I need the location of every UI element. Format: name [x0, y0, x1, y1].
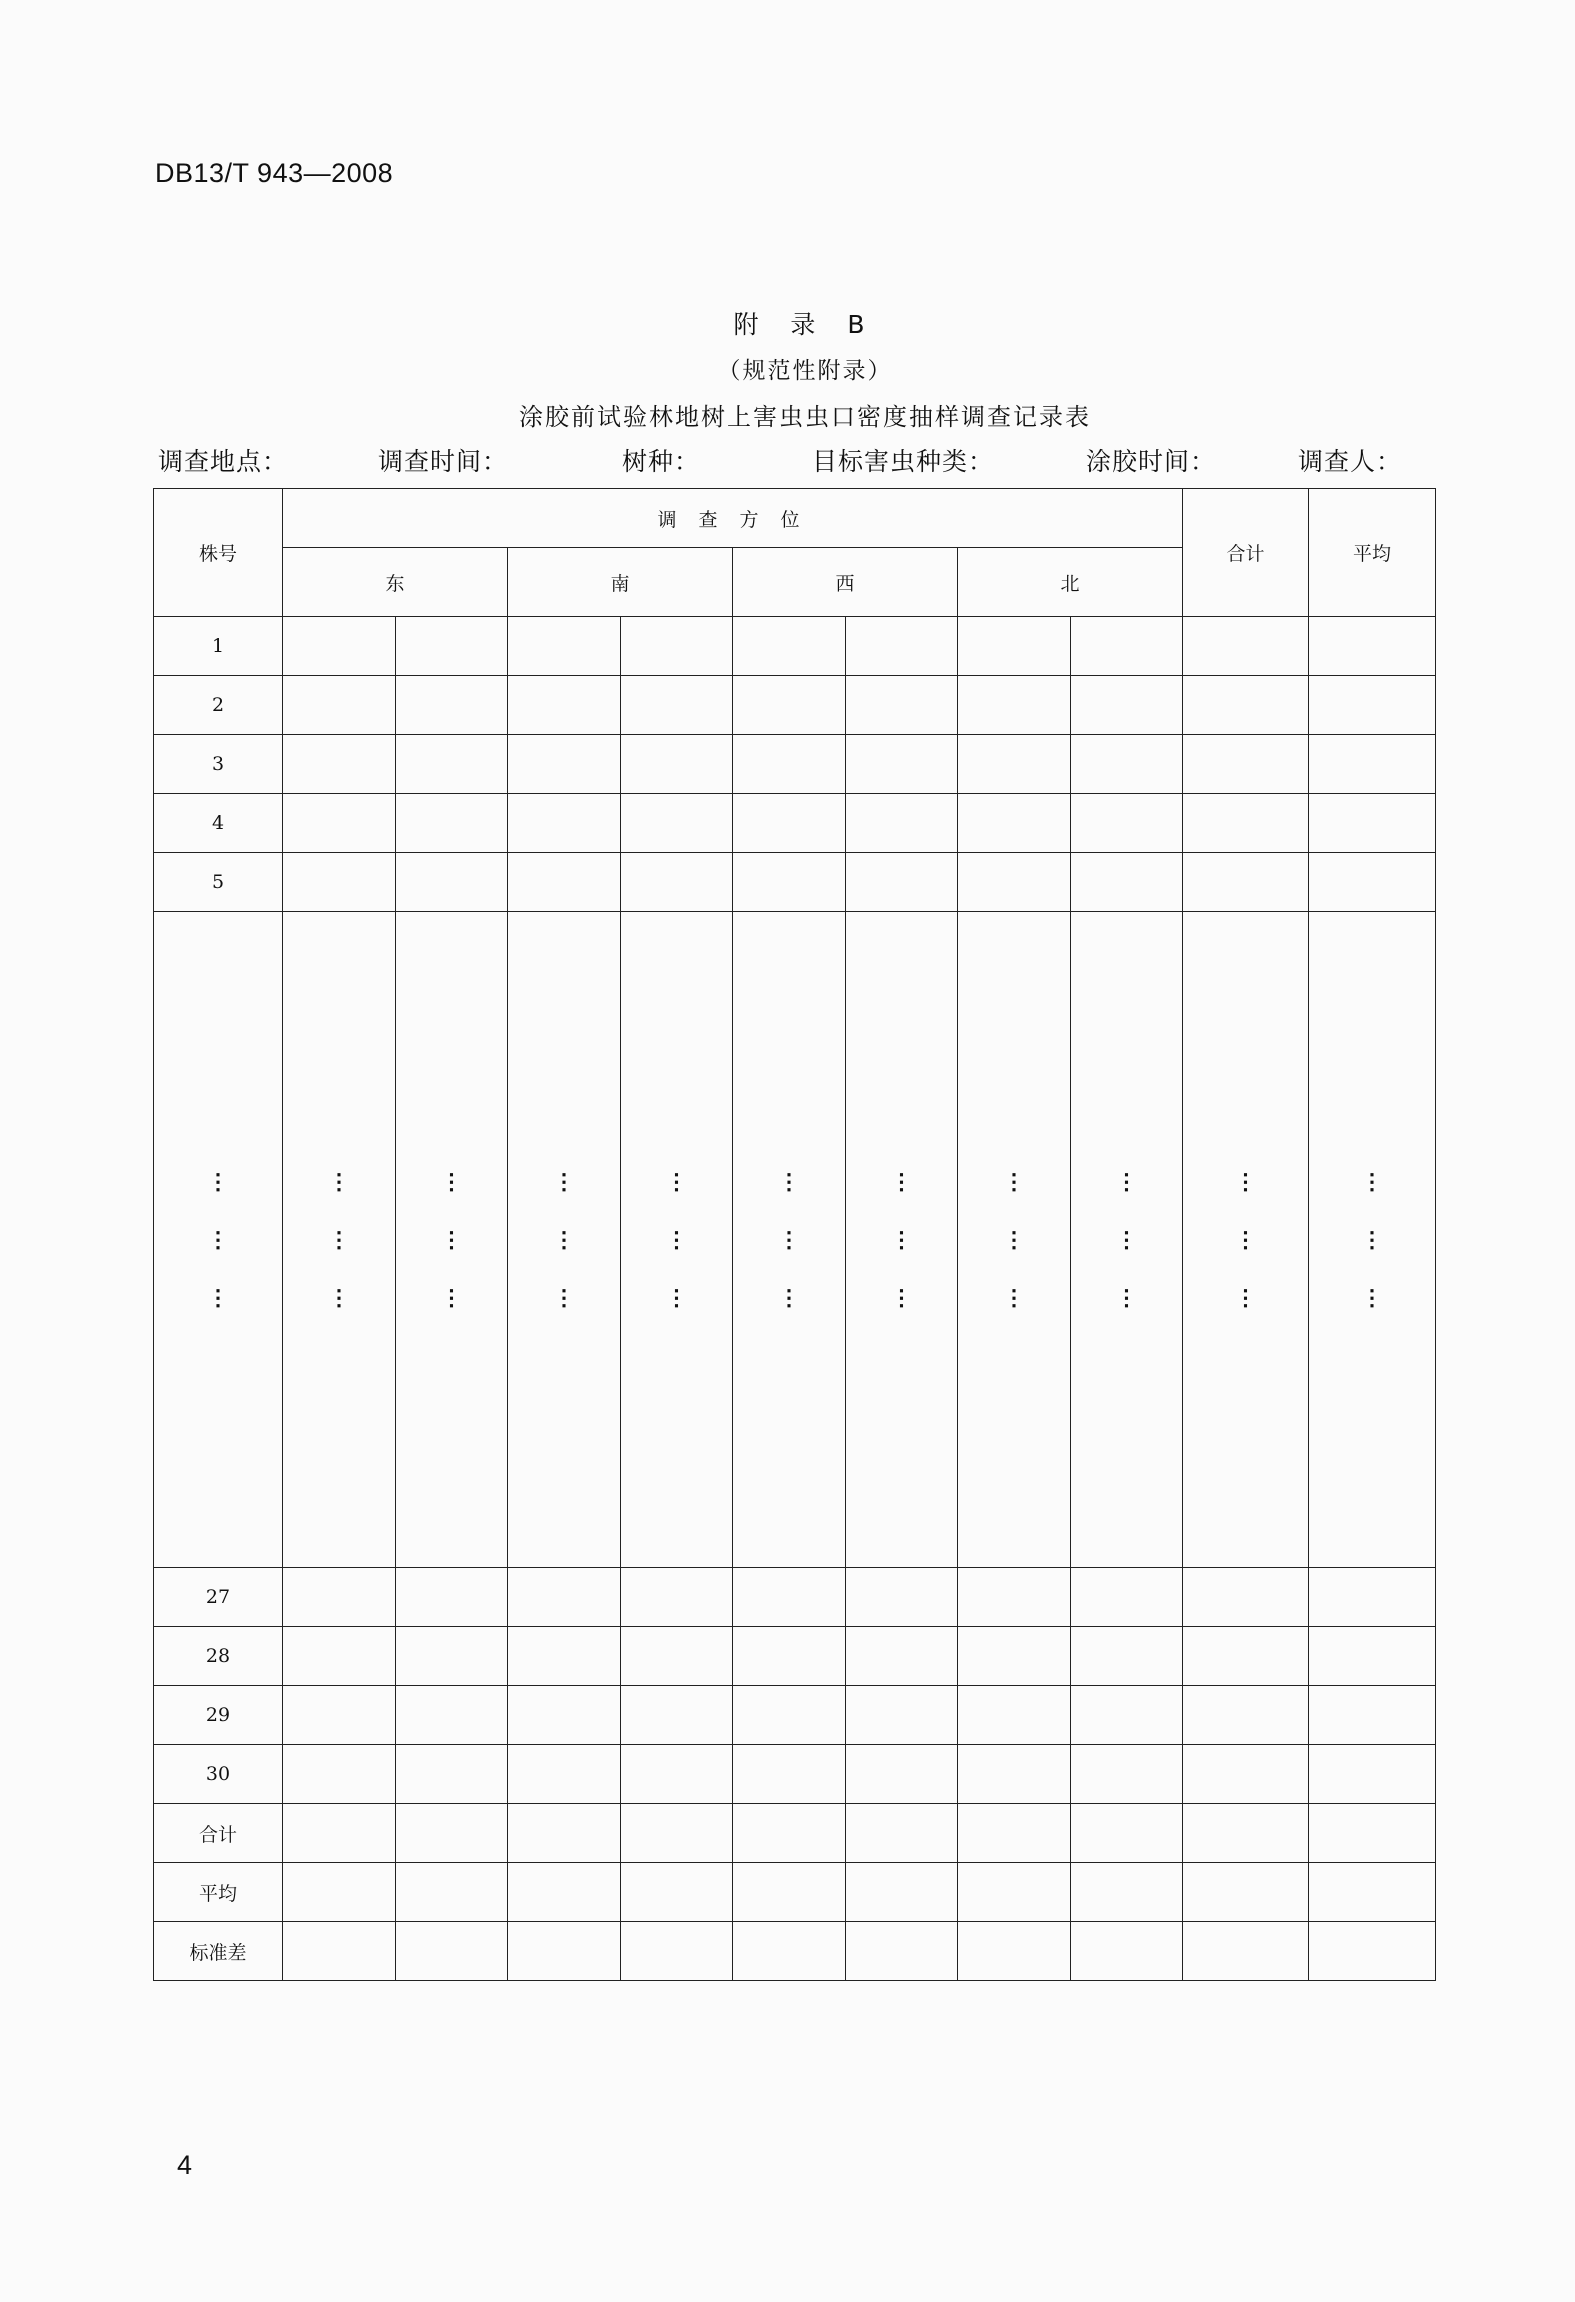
ellipsis-mark: ⋮ [890, 1226, 913, 1253]
table-row-total [154, 1804, 1436, 1863]
ellipsis-mark: ⋮ [1361, 1284, 1383, 1311]
ellipsis-mark: ⋮ [440, 1284, 463, 1311]
ellipsis-mark: ⋮ [778, 1168, 800, 1195]
ellipsis-mark: ⋮ [207, 1226, 229, 1253]
plant-no-cell: 28 [154, 1627, 283, 1686]
page-number: 4 [177, 2150, 193, 2180]
table-row [154, 794, 1436, 853]
table-row [154, 1686, 1436, 1745]
plant-no-cell: 29 [154, 1686, 283, 1745]
field-glue-time: 涂胶时间： [1086, 447, 1217, 476]
ellipsis-mark: ⋮ [890, 1284, 913, 1311]
ellipsis-mark: ⋮ [440, 1226, 463, 1253]
ellipsis-mark: ⋮ [328, 1168, 350, 1195]
table-row [154, 1745, 1436, 1804]
header-average: 平均 [1309, 489, 1436, 617]
ellipsis-mark: ⋮ [890, 1168, 913, 1195]
plant-no-cell: 30 [154, 1745, 283, 1804]
ellipsis-mark: ⋮ [553, 1168, 575, 1195]
ellipsis-mark: ⋮ [328, 1226, 350, 1253]
ellipsis-mark: ⋮ [1115, 1284, 1138, 1311]
table-row [154, 735, 1436, 794]
row-label-average: 平均 [154, 1863, 283, 1922]
ellipsis-mark: ⋮ [1361, 1168, 1383, 1195]
appendix-title: 附 录 B [733, 310, 877, 339]
plant-no-cell: 5 [154, 853, 283, 912]
ellipsis-mark: ⋮ [1003, 1168, 1025, 1195]
field-survey-time: 调查时间： [378, 447, 509, 476]
standard-code: DB13/T 943—2008 [155, 158, 394, 188]
ellipsis-mark: ⋮ [1115, 1168, 1138, 1195]
header-west: 西 [733, 548, 958, 617]
table-row [154, 1568, 1436, 1627]
ellipsis-mark: ⋮ [207, 1168, 229, 1195]
ellipsis-mark: ⋮ [1234, 1168, 1257, 1195]
ellipsis-mark: ⋮ [1361, 1226, 1383, 1253]
ellipsis-mark: ⋮ [1115, 1226, 1138, 1253]
plant-no-cell: 2 [154, 676, 283, 735]
table-row-stddev [154, 1922, 1436, 1981]
plant-no-cell: 27 [154, 1568, 283, 1627]
field-target-pest: 目标害虫种类： [812, 447, 995, 476]
header-total: 合计 [1183, 489, 1309, 617]
table-title: 涂胶前试验林地树上害虫虫口密度抽样调查记录表 [519, 403, 1091, 431]
ellipsis-mark: ⋮ [778, 1226, 800, 1253]
header-east: 东 [283, 548, 508, 617]
table-row-average [154, 1863, 1436, 1922]
ellipsis-mark: ⋮ [553, 1284, 575, 1311]
ellipsis-mark: ⋮ [778, 1284, 800, 1311]
ellipsis-mark: ⋮ [440, 1168, 463, 1195]
table-row [154, 853, 1436, 912]
table-row [154, 617, 1436, 676]
ellipsis-row [154, 912, 1436, 1568]
plant-no-cell: 4 [154, 794, 283, 853]
ellipsis-mark: ⋮ [665, 1226, 688, 1253]
ellipsis-mark: ⋮ [665, 1284, 688, 1311]
ellipsis-mark: ⋮ [1003, 1226, 1025, 1253]
ellipsis-mark: ⋮ [1234, 1284, 1257, 1311]
ellipsis-mark: ⋮ [553, 1226, 575, 1253]
ellipsis-mark: ⋮ [1003, 1284, 1025, 1311]
header-south: 南 [508, 548, 733, 617]
field-tree-species: 树种： [622, 447, 701, 476]
table-row [154, 676, 1436, 735]
ellipsis-mark: ⋮ [1234, 1226, 1257, 1253]
row-label-stddev: 标准差 [154, 1922, 283, 1981]
table-row [154, 1627, 1436, 1686]
survey-fields [0, 442, 1575, 476]
header-plant-no: 株号 [154, 489, 283, 617]
ellipsis-mark: ⋮ [328, 1284, 350, 1311]
row-label-total: 合计 [154, 1804, 283, 1863]
field-investigator: 调查人： [1298, 447, 1403, 476]
header-direction: 调 查 方 位 [283, 489, 1183, 548]
ellipsis-mark: ⋮ [665, 1168, 688, 1195]
appendix-subtitle: （规范性附录） [717, 358, 893, 384]
ellipsis-mark: ⋮ [207, 1284, 229, 1311]
header-north: 北 [958, 548, 1183, 617]
field-survey-location: 调查地点： [158, 447, 289, 476]
plant-no-cell: 3 [154, 735, 283, 794]
plant-no-cell: 1 [154, 617, 283, 676]
survey-record-table [153, 488, 1436, 1981]
